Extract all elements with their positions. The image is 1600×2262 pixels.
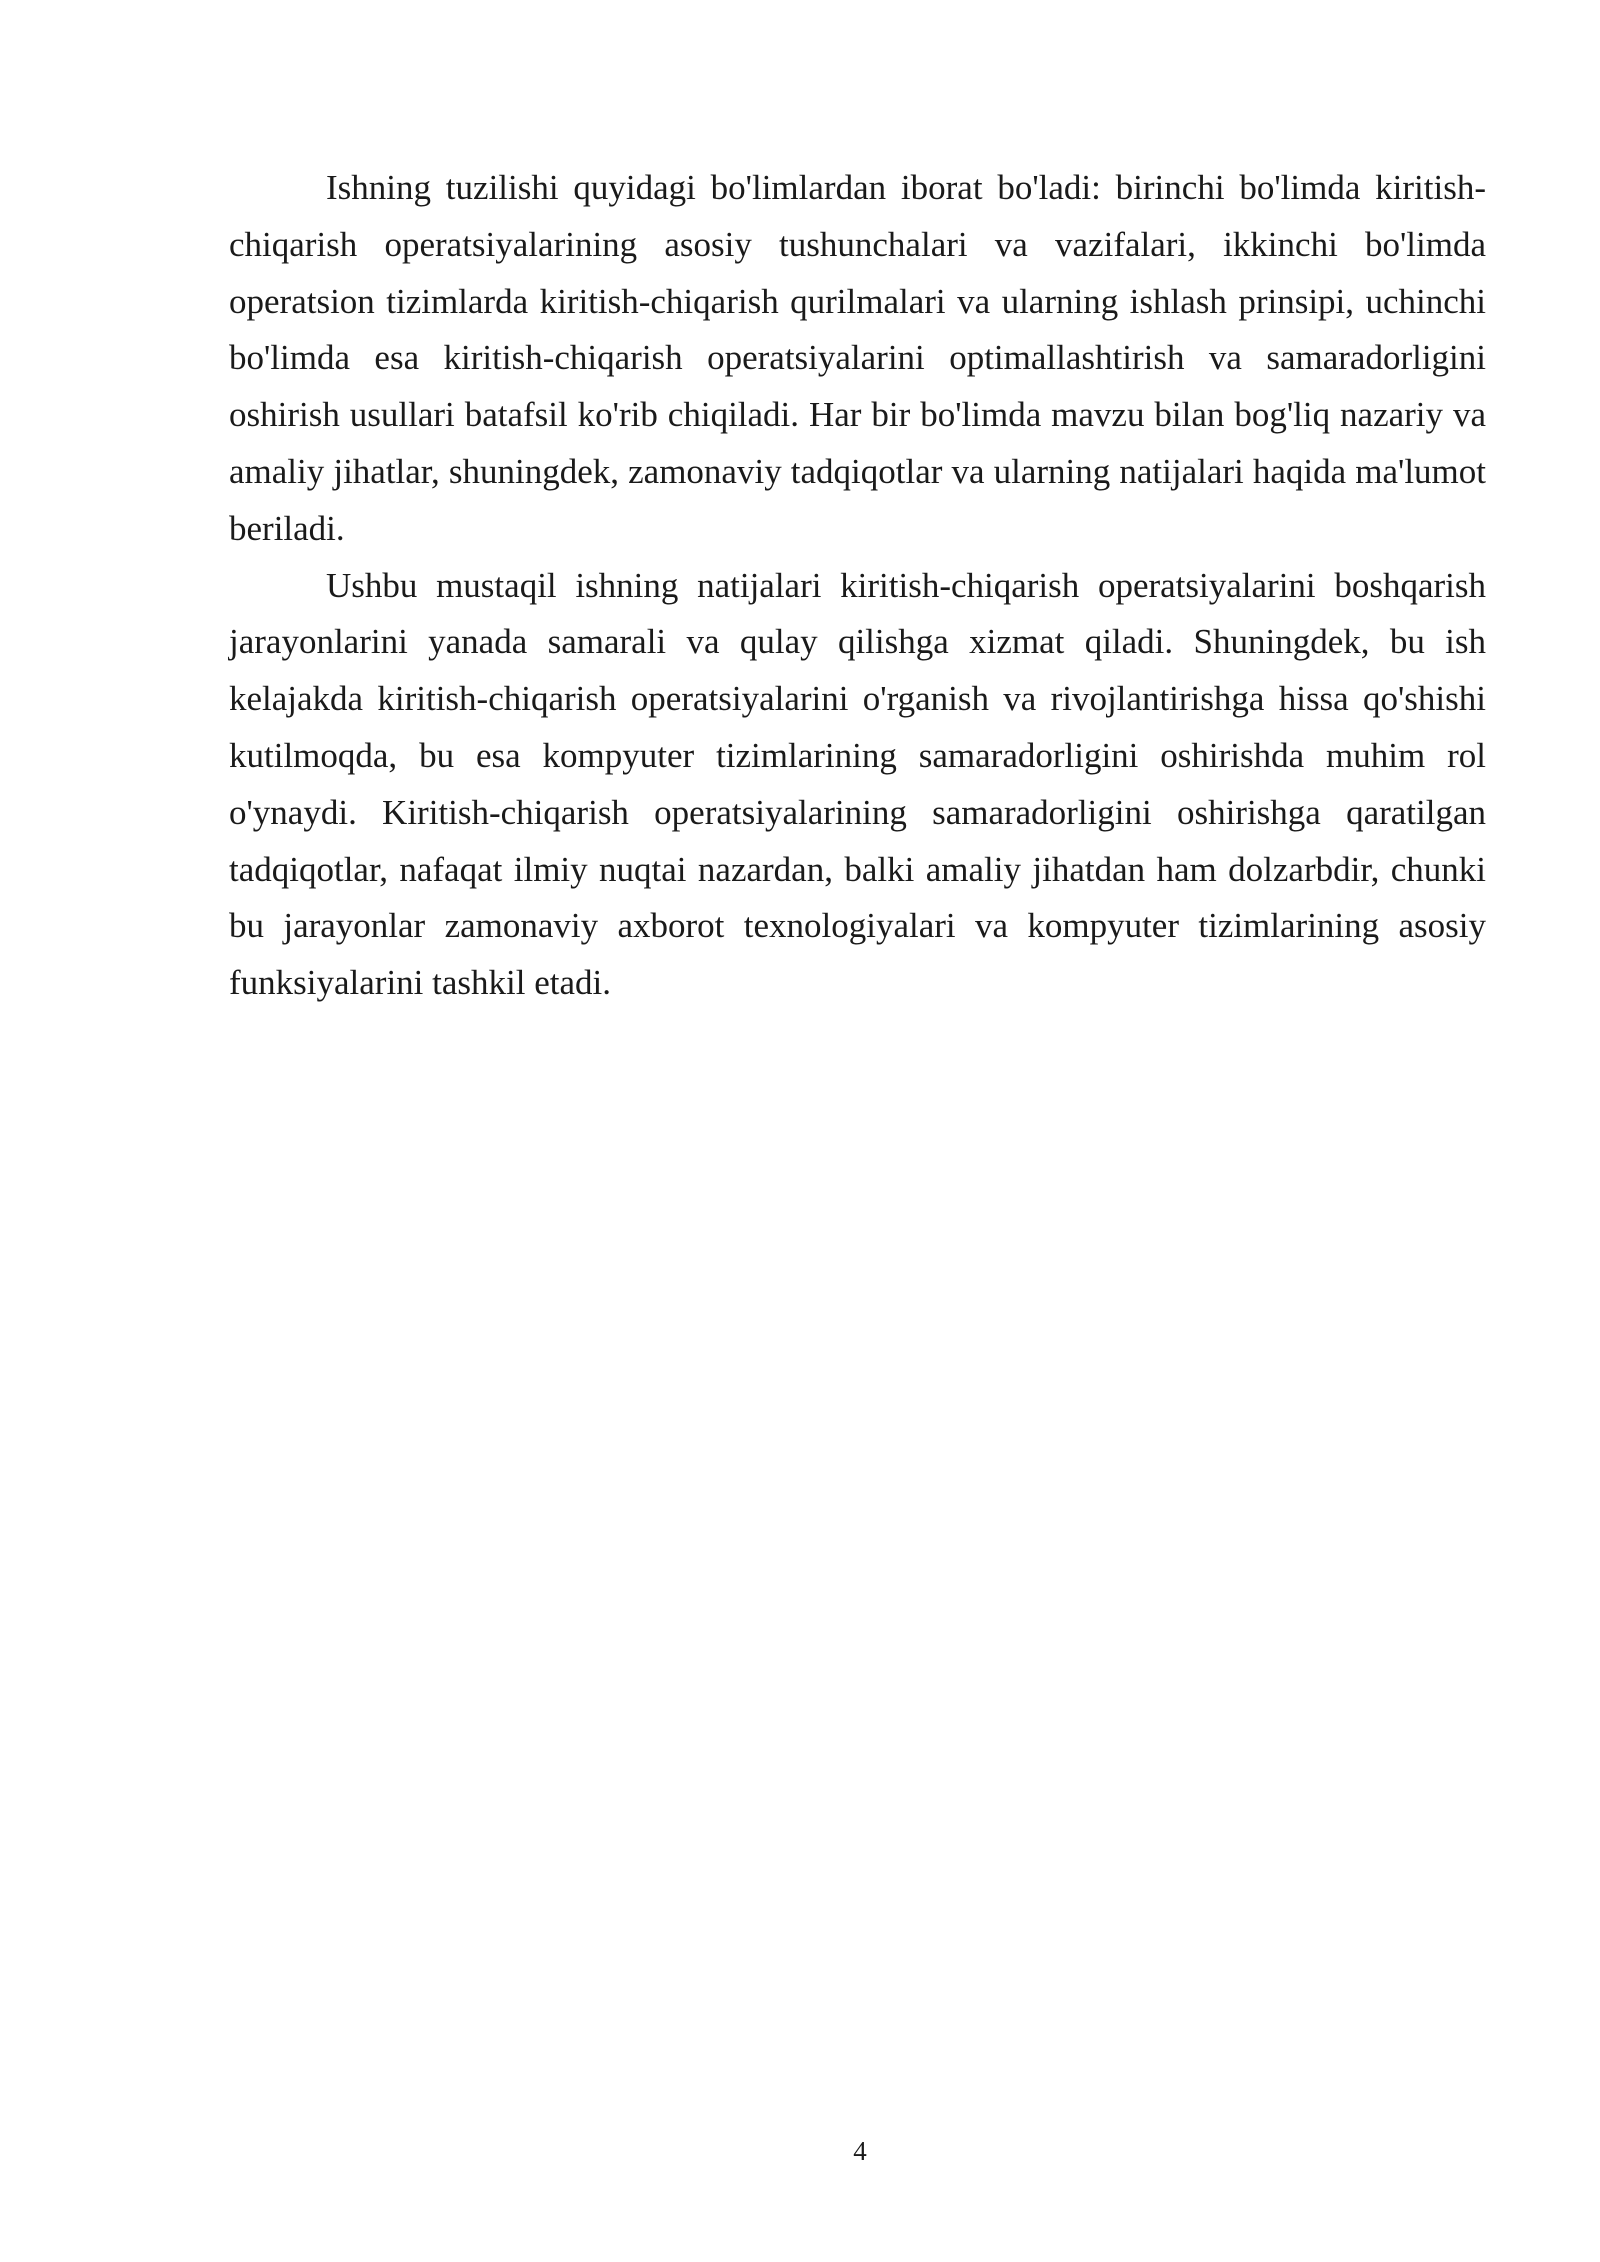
- paragraph-results: Ushbu mustaqil ishning natijalari kiritish-chiqarish operatsiyalarini boshqarish jarayonlarini yanada samarali va qulay qilishga xizmat qiladi. Shuningdek, bu ish kelajakda kiritish-chiqarish operatsiyalarini o'rganish va rivojlantirishga hissa qo'shishi kutilmoqda, bu esa kompyuter tizimlarining samaradorligini oshirishda muhim rol o'ynaydi. Kiritish-chiqarish operatsiyalarining samaradorligini oshirishga qaratilgan tadqiqotlar, nafaqat ilmiy nuqtai nazardan, balki amaliy jihatdan ham dolzarbdir, chunki bu jarayonlar zamonaviy axborot texnologiyalari va kompyuter tizimlarining asosiy funksiyalarini tashkil etadi.: [229, 565, 1486, 1003]
- body-text: [229, 160, 1486, 1012]
- page-number: 4: [853, 2136, 867, 2166]
- paragraph-structure: Ishning tuzilishi quyidagi bo'limlardan iborat bo'ladi: birinchi bo'limda kiritish-chiqarish operatsiyalarining asosiy tushunchalari va vazifalari, ikkinchi bo'limda operatsion tizimlarda kiritish-chiqarish qurilmalari va ularning ishlash prinsipi, uchinchi bo'limda esa kiritish-chiqarish operatsiyalarini optimallashtirish va samaradorligini oshirish usullari batafsil ko'rib chiqiladi. Har bir bo'limda mavzu bilan bog'liq nazariy va amaliy jihatlar, shuningdek, zamonaviy tadqiqotlar va ularning natijalari haqida ma'lumot beriladi.: [229, 168, 1486, 548]
